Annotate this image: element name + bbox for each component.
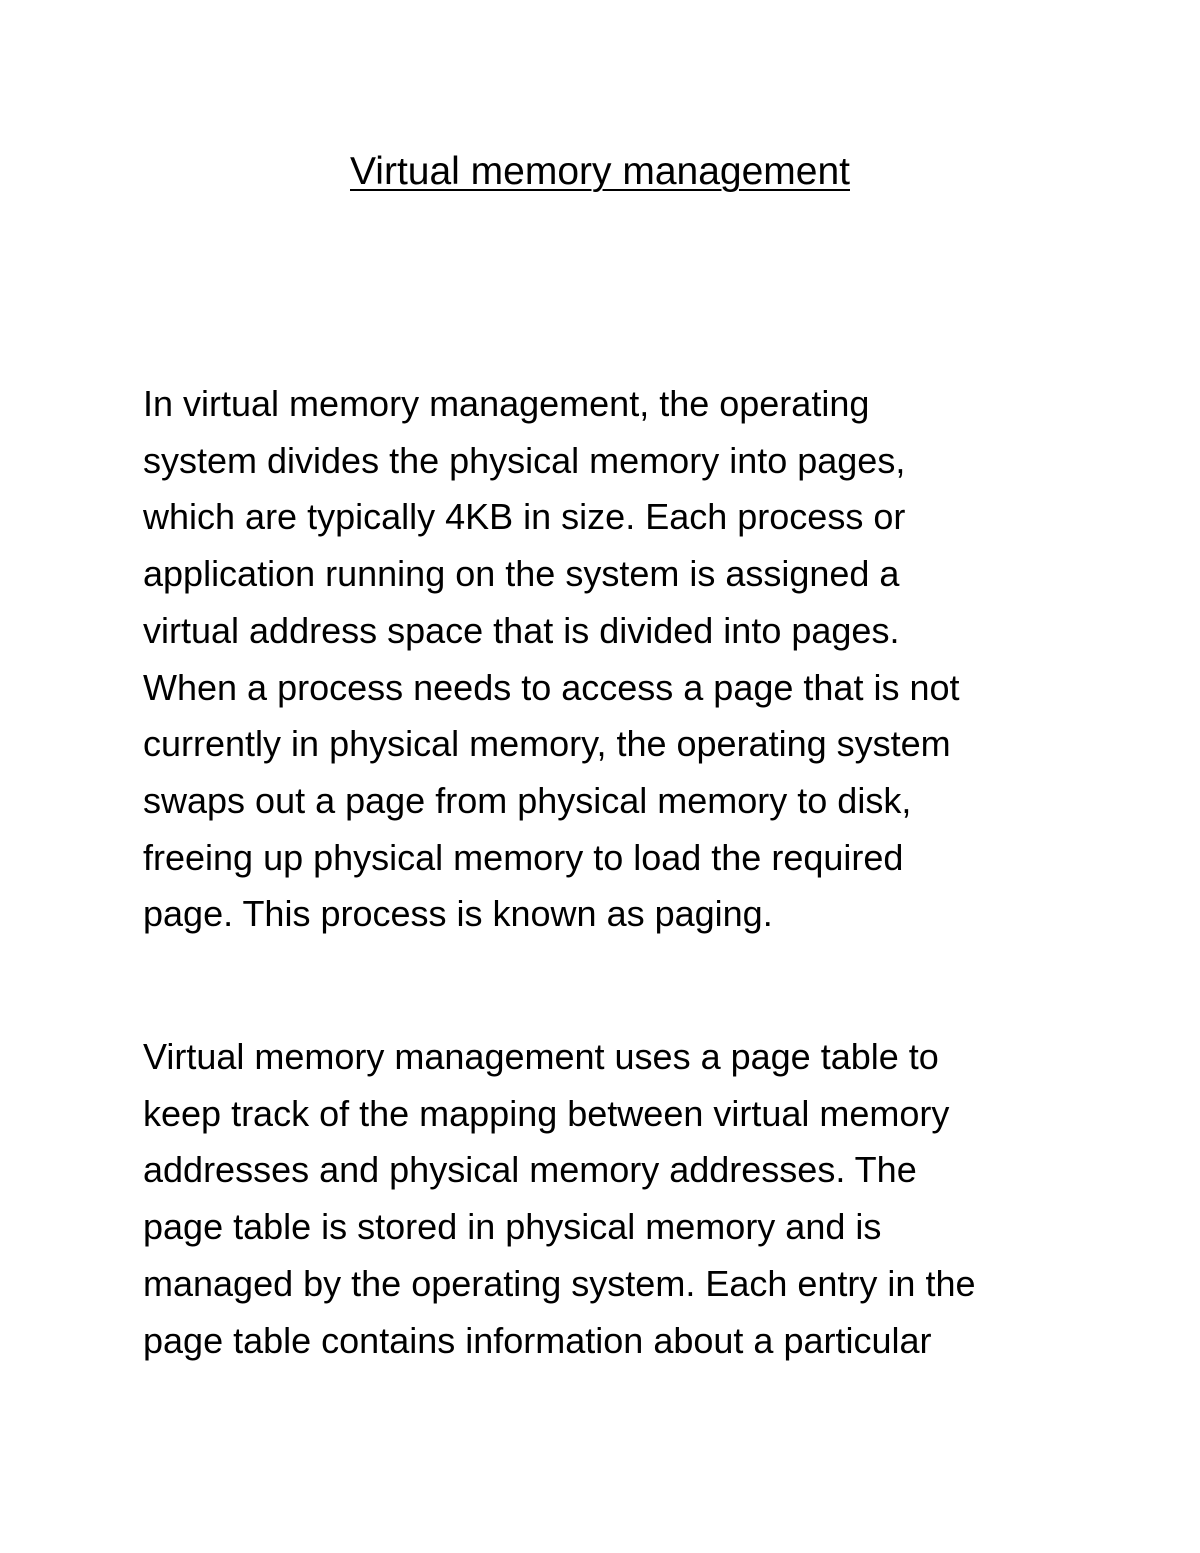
paragraph-paging: In virtual memory management, the operating system divides the physical memory into pages, which are typically 4KB in size. Each process or application running on the system is assigned a virtual address space that is divided into pages. When a process needs to access a page that is not currently in physical memory, the operating system swaps out a page from physical memory to disk, freeing up physical memory to load the required page. This process is known as paging. xyxy=(143,383,960,935)
paragraph-page-table: Virtual memory management uses a page table to keep track of the mapping between virtual memory addresses and physical memory addresses. The page table is stored in physical memory and is managed by the operating system. Each entry in the page table contains information about a particular xyxy=(143,1036,976,1361)
page-title: Virtual memory management xyxy=(350,150,850,193)
